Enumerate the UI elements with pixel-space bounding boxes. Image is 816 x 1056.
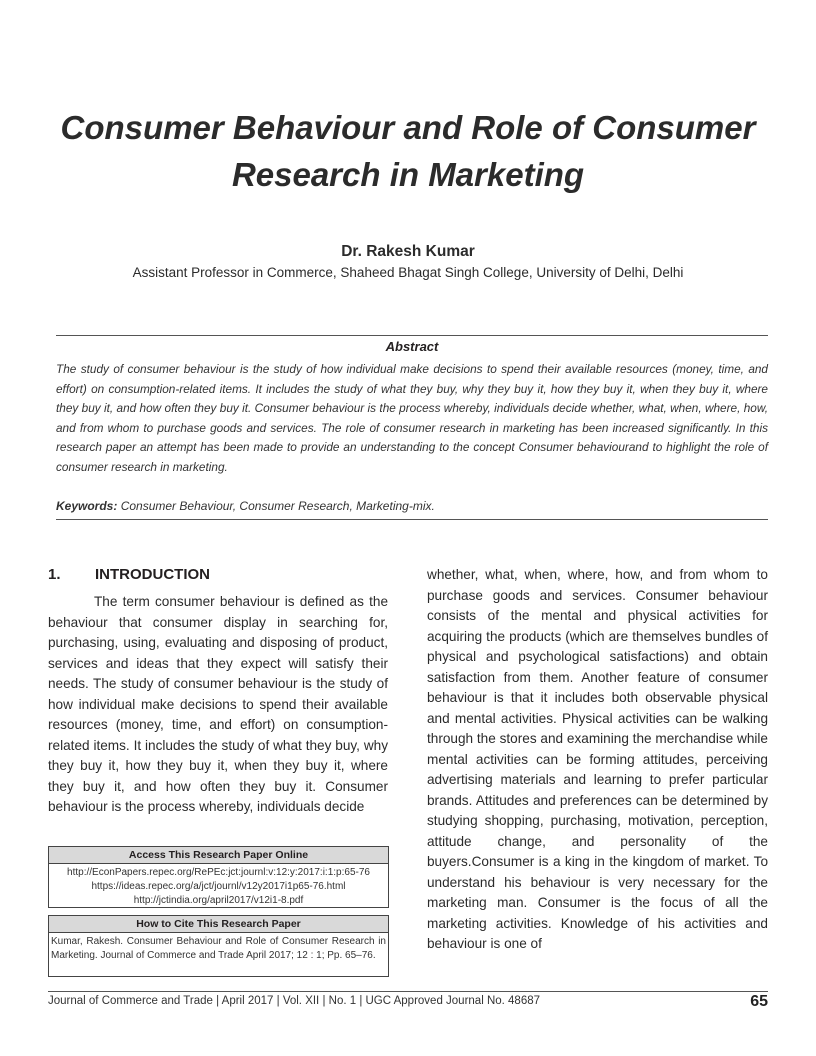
citation-text: Kumar, Rakesh. Consumer Behaviour and Role of Consumer Research in Marketing. Journal of Commerce and Trade April 2017; 12 : 1; Pp. 65–76. <box>51 936 386 961</box>
author-affiliation: Assistant Professor in Commerce, Shaheed Bhagat Singh College, University of Delhi, Delhi <box>132 265 684 280</box>
access-link[interactable]: https://ideas.repec.org/a/jct/journl/v12y2017i1p65-76.html <box>91 881 346 892</box>
footer-journal-info: Journal of Commerce and Trade | April 2017 | Vol. XII | No. 1 | UGC Approved Journal No. 48687 <box>48 995 541 1007</box>
left-column-text: The term consumer behaviour is defined as the behaviour that consumer display in searching for, purchasing, using, evaluating and disposing of product, services and ideas that they expect will satisfy their needs. The study of consumer behaviour is the study of how individual make decisions to spend their available resources (money, time, and effort) on consumption-related items. It includes the study of what they buy, why they buy it, how they buy it, when they buy it, where they buy it, and how often they buy it. Consumer behaviour is the process whereby, individuals decide <box>48 594 388 814</box>
author-name: Dr. Rakesh Kumar <box>341 243 475 260</box>
section-number: 1. <box>48 566 61 583</box>
access-box-heading: Access This Research Paper Online <box>49 847 388 864</box>
abstract-heading: Abstract <box>385 339 439 354</box>
access-box-links <box>49 864 388 910</box>
title-line-1: Consumer Behaviour and Role of Consumer <box>60 109 756 146</box>
keywords-list: Consumer Behaviour, Consumer Research, Marketing-mix. <box>120 499 435 513</box>
abstract-text: The study of consumer behaviour is the study of how individual make decisions to spend their available resources (money, time, and effort) on consumption-related items. It includes the study of what they buy, why they buy it, how they buy it, when they buy it, where they buy it, and how often they buy it. Consumer behaviour is the process whereby, individuals decide whether, what, when, where, how, and from whom to purchase goods and services. The role of consumer research in marketing has been increased significantly. In this research paper an attempt has been made to provide an understanding to the concept Consumer behaviourand to highlight the role of consumer research in marketing. <box>56 362 768 474</box>
access-link[interactable]: http://EconPapers.repec.org/RePEc:jct:journl:v:12:y:2017:i:1:p:65-76 <box>67 867 370 878</box>
right-column-text: whether, what, when, where, how, and from whom to purchase goods and services. Consumer behaviour consists of the mental and physical activities for acquiring the products (which are themselves bundles of physical and psychological satisfactions) and obtain satisfaction from them. Another feature of consumer behaviour is that it includes both observable physical and mental activities. Physical activities can be walking through the stores and examining the merchandise while mental activities can be forming attitudes, perceiving advertising materials and learning to prefer particular brands. Attitudes and preferences can be determined by studying shopping, purchasing, motivation, perception, attitude change, and personality of the buyers.Consumer is a king in the kingdom of market. To understand his behaviour is very necessary for the marketing man. Consumer is the focus of all the marketing activities. Knowledge of his activities and behaviour is one of <box>427 567 768 951</box>
citation-box <box>48 915 389 977</box>
abstract-section <box>56 335 768 520</box>
section-title: INTRODUCTION <box>95 566 210 583</box>
citation-box-heading: How to Cite This Research Paper <box>49 916 388 933</box>
keywords-label: Keywords: <box>56 499 118 513</box>
title-line-2: Research in Marketing <box>231 156 585 193</box>
keywords <box>56 499 768 513</box>
access-online-box <box>48 846 389 908</box>
paper-title <box>40 104 776 198</box>
page-number: 65 <box>750 993 768 1010</box>
footer-divider <box>48 991 768 992</box>
access-link[interactable]: http://jctindia.org/april2017/v12i1-8.pdf <box>133 895 304 906</box>
